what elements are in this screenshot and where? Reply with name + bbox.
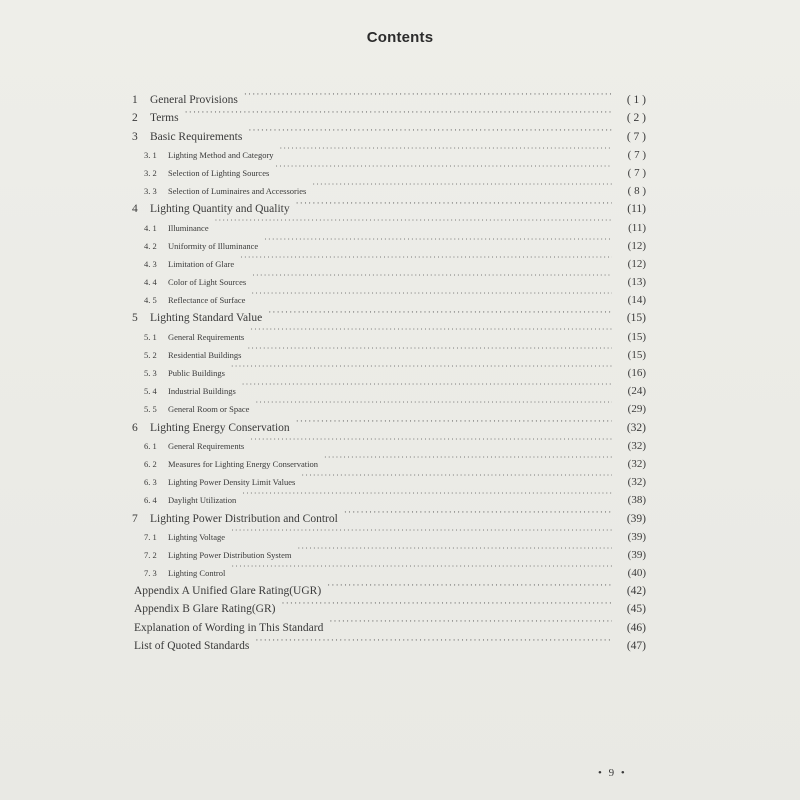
toc-dot-leader [294, 412, 612, 430]
toc-entry-page: (15) [627, 330, 646, 343]
toc-entry-number: 5. 1 [144, 331, 157, 342]
toc-entry-page: (47) [626, 639, 646, 652]
page-number: • 9 • [598, 767, 627, 779]
toc-entry-number: 6. 2 [144, 458, 157, 469]
toc-entry [128, 140, 646, 161]
toc-dot-leader [327, 612, 612, 630]
toc-dot-leader [242, 85, 612, 103]
toc-entry-number: 4. 4 [144, 277, 157, 288]
toc-entry-label: Selection of Lighting Sources [168, 167, 270, 178]
toc-dot-leader [266, 303, 612, 321]
toc-entry [128, 576, 646, 598]
toc-dot-leader [253, 394, 612, 412]
toc-entry-number: 6. 4 [144, 495, 157, 506]
toc-entry-label: Lighting Voltage [168, 531, 226, 542]
toc-entry [128, 321, 646, 343]
toc-entry-page: ( 1 ) [626, 94, 646, 107]
toc-dot-leader [240, 485, 612, 503]
toc-entry-label: Selection of Luminaires and Accessories [168, 186, 307, 197]
toc-entry [128, 231, 646, 252]
toc-entry-page: (39) [627, 548, 646, 561]
toc-entry-label: General Room or Space [168, 404, 250, 415]
toc-dot-leader [229, 558, 612, 576]
toc-entry-page: (16) [627, 367, 646, 379]
toc-entry-page: (46) [626, 621, 646, 634]
toc-entry-label: Explanation of Wording in This Standard [134, 621, 324, 634]
toc-entry-page: (42) [626, 585, 646, 598]
toc-entry [128, 467, 646, 489]
toc-entry-label: List of Quoted Standards [134, 639, 250, 652]
toc-entry-page: (39) [626, 512, 646, 525]
toc-entry [128, 303, 646, 325]
toc-entry-label: Measures for Lighting Energy Conservation [168, 458, 318, 469]
toc-entry-page: (32) [627, 439, 646, 452]
toc-entry-number: 7. 1 [144, 531, 157, 542]
toc-entry-number: 5 [132, 312, 138, 325]
toc-entry-page: ( 2 ) [626, 112, 646, 125]
toc-entry-number: 4. 3 [144, 258, 157, 269]
toc-entry-page: ( 8 ) [627, 185, 646, 198]
toc-dot-leader [294, 194, 612, 212]
toc-entry-label: General Requirements [168, 440, 245, 451]
toc-entry-label: Lighting Quantity and Quality [150, 203, 290, 216]
toc-dot-leader [249, 285, 612, 303]
toc-dot-leader [296, 540, 613, 558]
toc-entry-label: Uniformity of Illuminance [168, 240, 259, 251]
toc-entry [128, 212, 646, 234]
toc-entry-page: (38) [627, 494, 646, 507]
toc-dot-leader [250, 267, 612, 285]
toc-dot-leader [248, 431, 612, 449]
toc-entry-page: (12) [627, 257, 646, 270]
toc-entry-label: Public Buildings [168, 368, 225, 378]
toc-dot-leader [213, 212, 612, 230]
toc-dot-leader [273, 158, 612, 176]
toc-dot-leader [262, 231, 612, 249]
toc-entry [128, 449, 646, 470]
toc-entry-number: 3 [132, 130, 138, 143]
toc-dot-leader [299, 467, 612, 485]
toc-entry [128, 249, 646, 270]
toc-dot-leader [238, 249, 612, 267]
toc-entry-number: 5. 2 [144, 349, 157, 360]
toc-entry-number: 6. 1 [144, 440, 157, 451]
toc-entry [128, 412, 646, 434]
table-of-contents [128, 85, 646, 652]
toc-dot-leader [325, 576, 612, 594]
toc-entry-page: (40) [627, 567, 646, 580]
toc-entry-label: Limitation of Glare [168, 258, 235, 269]
toc-entry-label: Lighting Method and Category [168, 149, 274, 160]
toc-entry-number: 6. 3 [144, 477, 157, 488]
toc-entry-page: (11) [628, 221, 646, 234]
toc-entry [128, 558, 646, 580]
toc-entry-number: 7 [132, 512, 138, 525]
toc-entry-number: 5. 3 [144, 368, 157, 378]
toc-entry-label: Appendix B Glare Rating(GR) [134, 603, 276, 616]
toc-entry-number: 4. 5 [144, 295, 157, 306]
toc-entry-number: 7. 3 [144, 568, 157, 579]
toc-entry [128, 612, 646, 634]
toc-entry-page: (15) [626, 312, 646, 325]
toc-entry-number: 5. 4 [144, 386, 157, 397]
toc-dot-leader [322, 449, 612, 467]
toc-dot-leader [253, 631, 612, 649]
toc-entry-page: ( 7 ) [626, 130, 646, 143]
toc-entry [128, 594, 646, 616]
toc-entry [128, 394, 646, 416]
toc-entry-page: ( 7 ) [627, 166, 646, 179]
toc-entry-label: Lighting Power Distribution and Control [150, 512, 338, 525]
toc-entry-number: 3. 1 [144, 149, 157, 160]
toc-entry-page: (11) [627, 203, 646, 216]
toc-entry [128, 485, 646, 507]
toc-entry-number: 5. 5 [144, 404, 157, 415]
toc-entry [128, 376, 646, 398]
toc-entry-page: (45) [626, 603, 646, 616]
toc-entry [128, 103, 646, 125]
toc-dot-leader [280, 594, 613, 612]
toc-dot-leader [278, 140, 612, 158]
toc-entry-label: Industrial Buildings [168, 386, 236, 397]
toc-entry-page: (15) [627, 348, 646, 361]
toc-entry [128, 431, 646, 452]
toc-entry [128, 85, 646, 107]
toc-entry [128, 176, 646, 198]
toc-entry-label: Color of Light Sources [168, 277, 247, 288]
page-title: Contents [366, 29, 434, 46]
toc-entry-page: (32) [626, 421, 646, 434]
toc-entry-page: ( 7 ) [627, 148, 646, 161]
toc-entry-label: Reflectance of Surface [168, 295, 246, 306]
toc-entry-number: 3. 3 [144, 186, 157, 197]
toc-entry-number: 1 [132, 94, 138, 107]
toc-entry-number: 4 [132, 203, 138, 216]
toc-dot-leader [342, 503, 612, 521]
toc-entry-number: 3. 2 [144, 167, 157, 178]
toc-entry [128, 503, 646, 525]
toc-entry [128, 121, 646, 143]
toc-entry [128, 194, 646, 216]
toc-dot-leader [229, 522, 612, 540]
toc-entry-page: (12) [627, 239, 646, 252]
toc-dot-leader [248, 321, 612, 339]
toc-entry-label: Basic Requirements [150, 130, 243, 143]
toc-entry-page: (32) [627, 457, 646, 470]
toc-entry [128, 358, 646, 379]
toc-entry-page: (32) [627, 476, 646, 489]
toc-entry-page: (29) [627, 403, 646, 416]
toc-dot-leader [310, 176, 612, 194]
toc-entry-page: (13) [627, 276, 646, 289]
toc-entry [128, 285, 646, 307]
toc-entry-label: Lighting Power Distribution System [168, 549, 292, 560]
toc-entry-number: 6 [132, 421, 138, 434]
toc-entry-label: Lighting Standard Value [150, 312, 263, 325]
toc-entry-number: 4. 1 [144, 222, 157, 233]
toc-entry-label: Residential Buildings [168, 349, 242, 360]
toc-entry-number: 7. 2 [144, 549, 157, 560]
toc-entry [128, 158, 646, 179]
toc-entry-label: Lighting Energy Conservation [150, 421, 290, 434]
toc-entry-label: Terms [150, 112, 179, 125]
toc-entry-label: Lighting Power Density Limit Values [168, 477, 296, 488]
toc-entry [128, 340, 646, 361]
toc-entry-page: (39) [627, 530, 646, 543]
toc-dot-leader [245, 340, 612, 358]
toc-dot-leader [246, 121, 612, 139]
toc-entry-label: Appendix A Unified Glare Rating(UGR) [134, 585, 322, 598]
toc-dot-leader [229, 358, 612, 376]
toc-entry-label: Daylight Utilization [168, 495, 237, 506]
toc-entry-label: Illuminance [168, 222, 209, 233]
toc-entry-number: 4. 2 [144, 240, 157, 251]
toc-entry [128, 631, 646, 652]
toc-entry-page: (14) [627, 294, 646, 307]
toc-entry-label: Lighting Control [168, 568, 226, 579]
toc-dot-leader [240, 376, 612, 394]
toc-entry-page: (24) [627, 385, 646, 398]
toc-entry-number: 2 [132, 112, 138, 125]
toc-entry-label: General Provisions [150, 94, 238, 107]
toc-dot-leader [183, 103, 612, 121]
toc-entry [128, 540, 646, 561]
toc-entry-label: General Requirements [168, 331, 245, 342]
toc-entry [128, 267, 646, 289]
toc-entry [128, 522, 646, 543]
